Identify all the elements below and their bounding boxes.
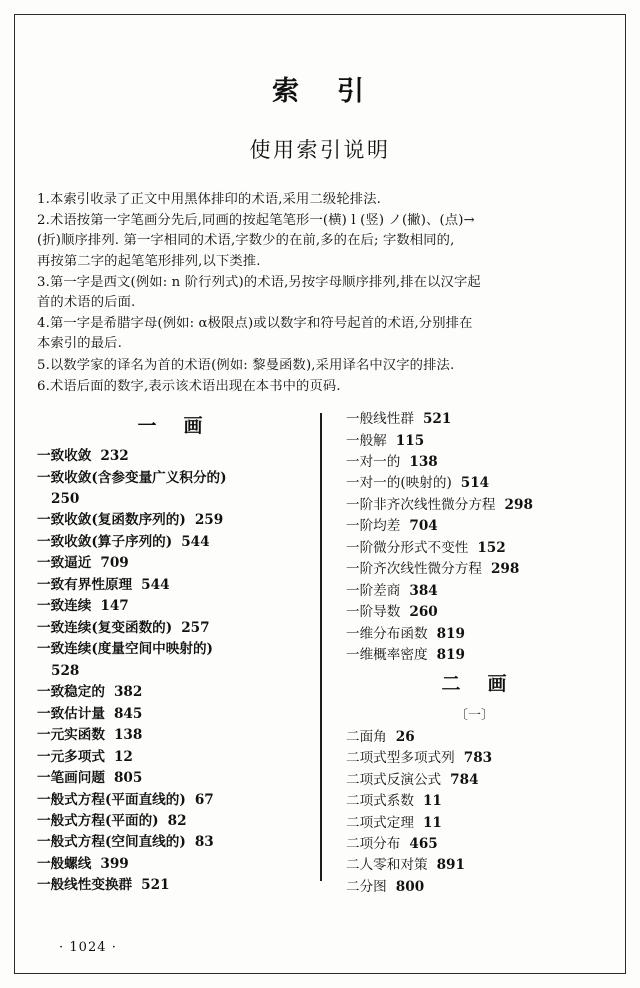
note-item xyxy=(37,190,603,210)
index-entry-page: 465 xyxy=(409,836,438,852)
index-column-right xyxy=(320,409,603,898)
note-line: 3.第一字是西文(例如: n 阶行列式)的术语,另按字母顺序排列,排在以汉字起 xyxy=(37,274,481,290)
index-entry-page: 521 xyxy=(141,877,170,894)
index-entry-page: 704 xyxy=(409,518,438,535)
note-line: 再按第二字的起笔笔形排列,以下类推. xyxy=(37,253,261,269)
index-entry xyxy=(37,682,304,703)
page-content xyxy=(37,37,603,955)
page-border xyxy=(14,14,626,974)
index-entry-page: 259 xyxy=(194,512,224,529)
index-entry xyxy=(37,446,304,467)
index-entry-page: 232 xyxy=(100,448,129,465)
index-entry xyxy=(37,468,304,511)
index-entry xyxy=(346,431,603,452)
index-entry xyxy=(346,770,603,791)
note-item xyxy=(37,273,603,313)
index-entry-term: 二项式反演公式 xyxy=(346,771,442,788)
index-entry-term: 二项式系数 xyxy=(346,793,414,810)
index-entry-page: 152 xyxy=(477,539,506,556)
index-entry-list xyxy=(346,727,603,899)
index-entry xyxy=(37,747,304,768)
index-entry-term: 一对一的(映射的) xyxy=(346,475,452,492)
index-entry-page: 257 xyxy=(181,619,210,636)
index-entry-page: 384 xyxy=(409,582,438,599)
index-entry-page: 11 xyxy=(422,814,442,831)
index-entry xyxy=(346,748,603,769)
index-entry-term: 一元多项式 xyxy=(37,748,105,765)
index-entry-page: 298 xyxy=(490,561,520,578)
note-line: (折)顺序排列. 第一字相同的术语,字数少的在前,多的在后; 字数相同的, xyxy=(37,233,455,249)
index-entry-term: 一般式方程(平面直线的) xyxy=(37,791,186,808)
index-entry-term: 一元实函数 xyxy=(37,727,105,744)
index-entry-page: 521 xyxy=(422,411,452,428)
index-entry xyxy=(346,813,603,834)
section-heading-left: 一 xyxy=(137,415,158,438)
index-entry xyxy=(346,581,603,602)
page-folio: · 1024 · xyxy=(59,940,117,955)
index-entry-page: 147 xyxy=(100,598,129,615)
section-subheading: 〔一〕 xyxy=(454,707,494,723)
index-entry-term: 一致逼近 xyxy=(37,555,92,572)
index-entry-term: 一致稳定的 xyxy=(37,684,105,701)
index-entry-term: 一致收敛(算子序列的) xyxy=(37,533,173,550)
note-line: 2.术语按第一字笔画分先后,同画的按起笔笔形一(横) l (竖) ノ(撇)、(点)→ xyxy=(37,213,475,229)
index-entry-page: 82 xyxy=(167,813,187,829)
note-line: 1.本索引收录了正文中用黑体排印的术语,采用二级轮排法. xyxy=(37,192,381,207)
index-entry-term: 二人零和对策 xyxy=(346,857,428,874)
index-entry xyxy=(37,704,304,725)
index-entry-term: 一阶差商 xyxy=(346,582,401,599)
index-entry-page: 12 xyxy=(113,748,133,765)
index-entry xyxy=(37,768,304,789)
index-entry-term: 一笔画问题 xyxy=(37,770,105,787)
note-line: 5.以数学家的译名为首的术语(例如: 黎曼函数),采用译名中汉字的排法. xyxy=(37,357,455,373)
index-entry xyxy=(346,877,603,898)
index-entry-term: 二面角 xyxy=(346,728,387,745)
index-entry xyxy=(346,473,603,494)
index-entry xyxy=(37,510,304,531)
index-entry-page: 138 xyxy=(409,453,438,470)
index-entry xyxy=(346,855,603,876)
index-entry-page: 784 xyxy=(450,771,479,788)
section-heading-left: 二 xyxy=(441,672,462,695)
index-entry xyxy=(346,834,603,855)
index-entry-page: 250 xyxy=(51,490,80,507)
section-heading-right: 画 xyxy=(487,672,508,695)
note-item xyxy=(37,314,603,354)
index-entry xyxy=(37,639,304,682)
index-entry-page: 115 xyxy=(395,432,425,449)
index-entry-term: 一阶齐次线性微分方程 xyxy=(346,561,482,578)
index-entry-page: 399 xyxy=(100,855,129,872)
index-entry xyxy=(37,790,304,811)
index-entry xyxy=(37,854,304,875)
index-entry xyxy=(346,727,603,748)
note-line: 6.术语后面的数字,表示该术语出现在本书中的页码. xyxy=(37,378,341,394)
index-entry-page: 845 xyxy=(113,705,143,722)
index-entry xyxy=(37,811,304,832)
index-entry-list xyxy=(346,409,603,667)
index-entry xyxy=(37,875,304,896)
index-entry-term: 一致估计量 xyxy=(37,705,105,722)
usage-notes xyxy=(37,190,603,397)
note-line: 本索引的最后. xyxy=(37,336,122,352)
index-entry-page: 800 xyxy=(395,878,425,895)
index-entry-page: 891 xyxy=(436,857,465,874)
index-entry xyxy=(346,602,603,623)
index-entry-term: 一般式方程(空间直线的) xyxy=(37,834,186,851)
index-entry-page: 783 xyxy=(463,750,493,767)
index-entry-term: 一致有界性原理 xyxy=(37,576,133,593)
index-entry xyxy=(346,538,603,559)
index-entry-term: 一致收敛(含参变量广义积分的) xyxy=(37,469,227,486)
note-item xyxy=(37,377,603,397)
index-entry-page: 67 xyxy=(194,791,214,808)
index-entry-page: 819 xyxy=(436,625,465,642)
index-entry-term: 二项分布 xyxy=(346,836,401,852)
index-entry-term: 一般解 xyxy=(346,432,387,449)
index-entry-page: 382 xyxy=(113,684,143,701)
index-entry-term: 一维分布函数 xyxy=(346,625,428,642)
index-entry-page: 260 xyxy=(409,604,438,621)
index-entry xyxy=(346,559,603,580)
index-entry-term: 一致连续 xyxy=(37,598,92,615)
note-line: 4.第一字是希腊字母(例如: α极限点)或以数字和符号起首的术语,分别排在 xyxy=(37,316,473,332)
index-entry-page: 138 xyxy=(113,727,143,744)
index-entry xyxy=(346,791,603,812)
index-entry-page: 819 xyxy=(436,647,465,664)
index-entry-term: 一对一的 xyxy=(346,453,401,470)
index-entry-page: 514 xyxy=(460,475,490,492)
index-entry xyxy=(37,575,304,596)
page-title xyxy=(37,69,603,108)
index-entry-term: 一维概率密度 xyxy=(346,647,428,664)
index-entry-list xyxy=(37,446,304,897)
index-entry-term: 一致连续(复变函数的) xyxy=(37,619,173,636)
index-entry-page: 544 xyxy=(181,533,210,550)
index-entry xyxy=(346,452,603,473)
index-entry xyxy=(37,618,304,639)
index-entry-term: 二项式型多项式列 xyxy=(346,750,455,767)
index-column-left xyxy=(37,409,320,898)
index-entry-page: 805 xyxy=(113,770,143,787)
index-entry xyxy=(37,532,304,553)
index-entry-term: 一致收敛 xyxy=(37,448,92,465)
index-entry xyxy=(346,495,603,516)
index-entry-page: 11 xyxy=(422,793,442,810)
index-entry-term: 一阶微分形式不变性 xyxy=(346,539,469,556)
index-entry xyxy=(37,725,304,746)
index-entry-term: 一阶导数 xyxy=(346,604,401,621)
page-subtitle: 使用索引说明 xyxy=(249,138,391,162)
index-entry xyxy=(346,409,603,430)
index-entry xyxy=(37,553,304,574)
index-entry-page: 26 xyxy=(395,728,415,745)
section-heading-two-stroke xyxy=(346,669,603,696)
index-entry-term: 一般螺线 xyxy=(37,855,92,872)
note-item xyxy=(37,211,603,272)
index-entry xyxy=(346,624,603,645)
note-item xyxy=(37,356,603,376)
index-entry-term: 一阶均差 xyxy=(346,518,401,535)
column-divider xyxy=(320,413,322,881)
index-entry-term: 一致收敛(复函数序列的) xyxy=(37,512,186,529)
section-heading-right: 画 xyxy=(183,415,204,438)
index-entry xyxy=(37,596,304,617)
index-entry xyxy=(346,516,603,537)
index-entry-term: 二分图 xyxy=(346,878,387,895)
index-entry-term: 一般线性变换群 xyxy=(37,877,133,894)
index-columns xyxy=(37,409,603,898)
index-entry-page: 709 xyxy=(100,555,129,572)
index-entry xyxy=(37,832,304,853)
index-entry-term: 一阶非齐次线性微分方程 xyxy=(346,496,496,513)
section-heading-one-stroke xyxy=(37,411,304,438)
index-entry-term: 一致连续(度量空间中映射的) xyxy=(37,641,213,658)
page-title-left: 索 xyxy=(271,76,303,107)
index-entry-page: 298 xyxy=(504,496,533,513)
note-line: 首的术语的后面. xyxy=(37,295,136,311)
index-entry-term: 一般式方程(平面的) xyxy=(37,813,159,829)
index-entry xyxy=(346,645,603,666)
page-title-right: 引 xyxy=(337,76,369,107)
index-entry-page: 528 xyxy=(51,662,80,679)
index-entry-page: 83 xyxy=(194,834,214,851)
index-entry-term: 一般线性群 xyxy=(346,411,414,428)
index-entry-term: 二项式定理 xyxy=(346,814,414,831)
index-entry-page: 544 xyxy=(141,576,170,593)
